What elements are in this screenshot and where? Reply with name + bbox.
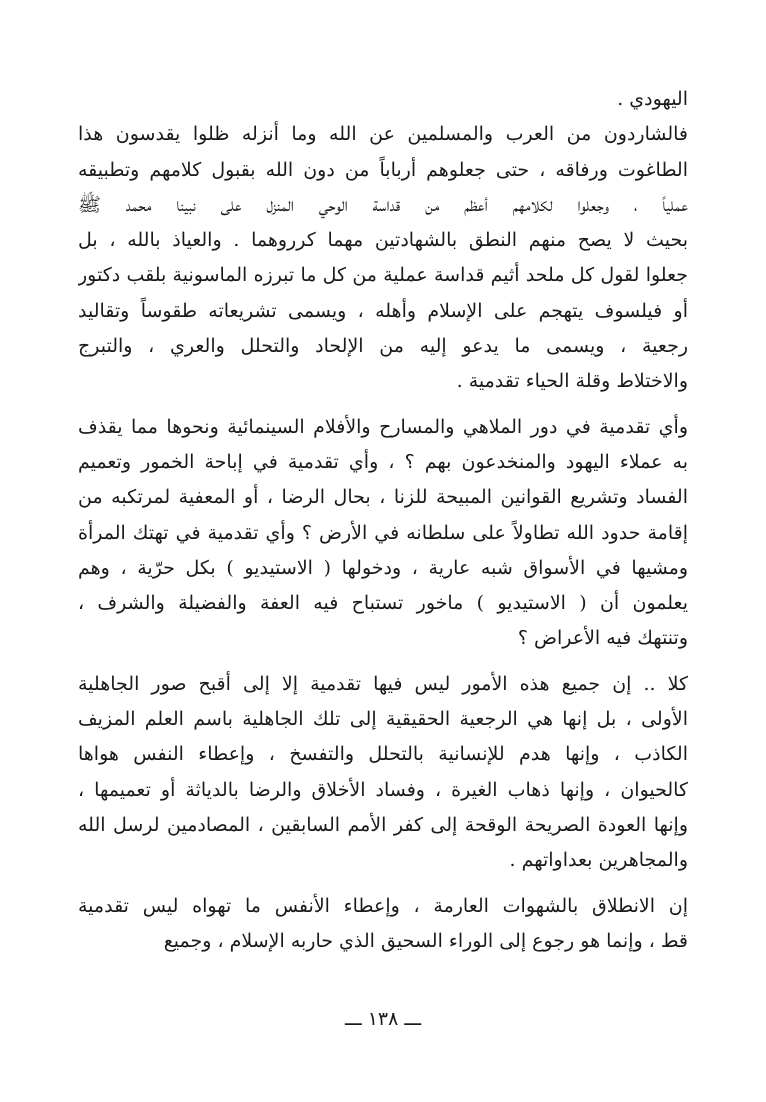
- text-line: رجعية ، ويسمى ما يدعو إليه من الإلحاد والتحلل والعري ، والتبرج: [78, 335, 688, 358]
- text-line: كلا .. إن جميع هذه الأمور ليس فيها تقدمية إلا إلى أقبح صور الجاهلية: [78, 672, 688, 695]
- text-line: إن الانطلاق بالشهوات العارمة ، وإعطاء الأنفس ما تهواه ليس تقدمية: [78, 894, 688, 917]
- paragraph: [78, 82, 688, 117]
- text-line: والاختلاط وقلة الحياء تقدمية .: [456, 370, 688, 393]
- paragraph-gap: [78, 657, 688, 667]
- text-line: الطاغوت ورفاقه ، حتى جعلوهم أرباباً من دون الله بقبول كلامهم وتطبيقه: [78, 158, 688, 181]
- text-line: اليهودي .: [617, 88, 688, 110]
- text-line: قط ، وإنما هو رجوع إلى الوراء السحيق الذي حاربه الإسلام ، وجميع: [163, 929, 688, 952]
- paragraph: [78, 117, 688, 399]
- paragraph: [78, 410, 688, 657]
- page-number: ـــ ١٣٨ ـــ: [344, 1008, 422, 1030]
- text-line: عملياً ، وجعلوا لكلامهم أعظم من قداسة الوحي المنزل على نبينا محمد ﷺ: [78, 193, 688, 216]
- paragraph-gap: [78, 400, 688, 410]
- text-line: به عملاء اليهود والمنخدعون بهم ؟ ، وأي تقدمية في إباحة الخمور وتعميم: [78, 450, 688, 473]
- text-line: الأولى ، بل إنها هي الرجعية الحقيقية إلى تلك الجاهلية باسم العلم المزيف: [78, 708, 688, 731]
- text-line: أو فيلسوف يتهجم على الإسلام وأهله ، ويسمى تشريعاته طقوساً وتقاليد: [78, 299, 688, 322]
- text-line: فالشاردون من العرب والمسلمين عن الله وما أنزله ظلوا يقدسون هذا: [78, 123, 688, 146]
- text-line: وإنها العودة الصريحة الوقحة إلى كفر الأمم السابقين ، المصادمين لرسل الله: [78, 813, 688, 836]
- paragraph-gap: [78, 879, 688, 889]
- text-line: جعلوا لقول كل ملحد أثيم قداسة عملية من كل ما تبرزه الماسونية بلقب دكتور: [78, 264, 688, 287]
- paragraph: [78, 889, 688, 960]
- text-line: ومشيها في الأسواق شبه عارية ، ودخولها ( الاستيديو ) بكل حرّية ، وهم: [78, 556, 688, 579]
- body-text: [78, 82, 688, 959]
- text-line: الكاذب ، وإنها هدم للإنسانية بالتحلل والتفسخ ، وإعطاء النفس هواها: [78, 743, 688, 766]
- text-line: وتنتهك فيه الأعراض ؟: [517, 627, 688, 650]
- text-line: إقامة حدود الله تطاولاً على سلطانه في الأرض ؟ وأي تقدمية في تهتك المرأة: [78, 521, 688, 544]
- text-line: كالحيوان ، وإنها ذهاب الغيرة ، وفساد الأخلاق والرضا بالدياثة أو تعميمها ،: [78, 778, 688, 801]
- paragraph: [78, 667, 688, 879]
- text-line: بحيث لا يصح منهم النطق بالشهادتين مهما كرروهما . والعياذ بالله ، بل: [78, 229, 688, 252]
- text-line: يعلمون أن ( الاستيديو ) ماخور تستباح فيه العفة والفضيلة والشرف ،: [78, 592, 688, 615]
- text-line: الفساد وتشريع القوانين المبيحة للزنا ، بحال الرضا ، أو المعفية لمرتكبه من: [78, 486, 688, 509]
- text-line: والمجاهرين بعداواتهم .: [509, 849, 688, 872]
- text-line: وأي تقدمية في دور الملاهي والمسارح والأفلام السينمائية ونحوها مما يقذف: [78, 415, 688, 438]
